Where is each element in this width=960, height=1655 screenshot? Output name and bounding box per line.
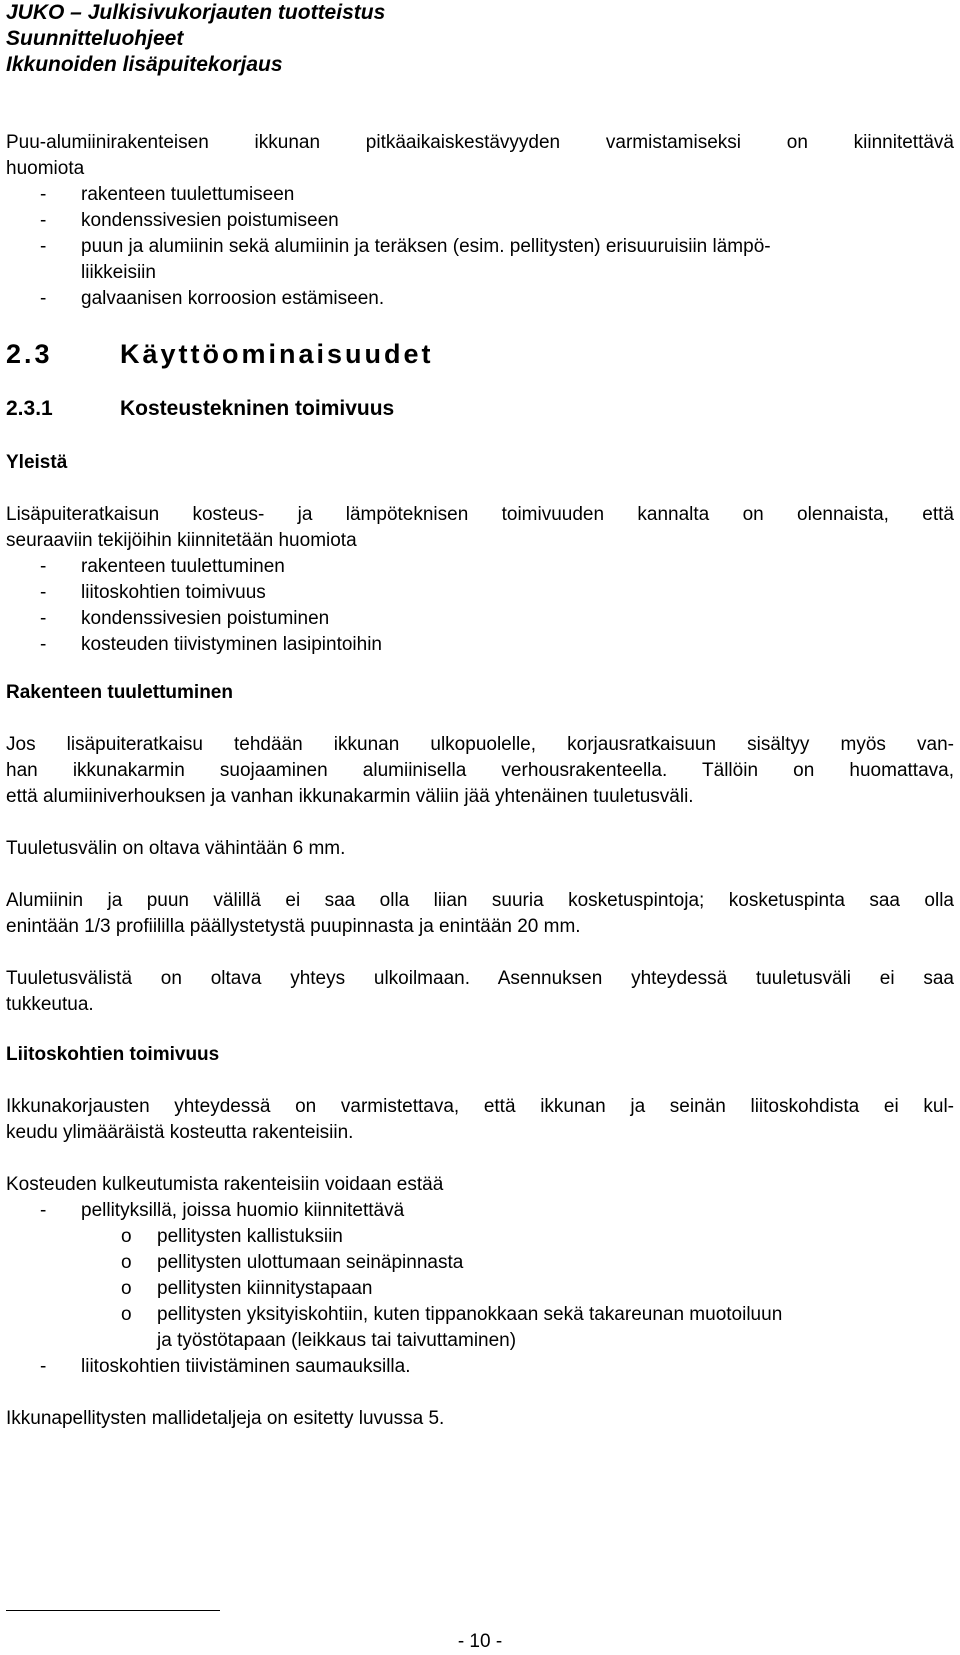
liitos-p1-line-1: Ikkunakorjausten yhteydessä on varmistettava, että ikkunan ja seinän liitoskohdista ei kul- xyxy=(6,1096,954,1117)
heading-rakenteen-tuulettuminen: Rakenteen tuulettuminen xyxy=(6,682,233,703)
bullet-dash: - xyxy=(40,582,47,603)
liitos-bullet-1: pellityksillä, joissa huomio kiinnitettävä xyxy=(81,1200,405,1221)
tuulettuminen-p1-line-2: han ikkunakarmin suojaaminen alumiinisella verhousrakenteella. Tällöin on huomattava, xyxy=(6,760,954,781)
liitos-p1-line-2: keudu ylimääräistä kosteutta rakenteisiin. xyxy=(6,1122,354,1143)
yleista-bullet-2: liitoskohtien toimivuus xyxy=(81,582,266,603)
subsection-heading xyxy=(6,396,395,422)
bullet-dash: - xyxy=(40,556,47,577)
sub-bullet-marker: o xyxy=(121,1304,132,1325)
bullet-dash: - xyxy=(40,1200,47,1221)
section-title: Käyttöominaisuudet xyxy=(120,339,434,369)
intro-bullet-3: puun ja alumiinin sekä alumiinin ja teräksen (esim. pellitysten) erisuuruisiin lämpö- xyxy=(81,236,771,257)
tuulettuminen-p2: Tuuletusvälin on oltava vähintään 6 mm. xyxy=(6,838,346,859)
yleista-bullet-3: kondenssivesien poistuminen xyxy=(81,608,330,629)
liitos-sub-4: pellitysten yksityiskohtiin, kuten tippanokkaan sekä takareunan muotoiluun xyxy=(157,1304,783,1325)
subsection-title: Kosteustekninen toimivuus xyxy=(120,397,395,420)
page-number: - 10 - xyxy=(457,1631,503,1652)
tuulettuminen-p4-line-2: tukkeutua. xyxy=(6,994,94,1015)
sub-bullet-marker: o xyxy=(121,1278,132,1299)
liitos-p2: Kosteuden kulkeutumista rakenteisiin voidaan estää xyxy=(6,1174,444,1195)
intro-bullet-2: kondenssivesien poistumiseen xyxy=(81,210,339,231)
tuulettuminen-p3-line-1: Alumiinin ja puun välillä ei saa olla liian suuria kosketuspintoja; kosketuspinta saa olla xyxy=(6,890,954,911)
bullet-dash: - xyxy=(40,288,47,309)
bullet-dash: - xyxy=(40,210,47,231)
intro-line-1: Puu-alumiinirakenteisen ikkunan pitkäaikaiskestävyyden varmistamiseksi on kiinnitettävä xyxy=(6,132,954,153)
liitos-sub-3: pellitysten kiinnitystapaan xyxy=(157,1278,373,1299)
tuulettuminen-p1-line-3: että alumiiniverhouksen ja vanhan ikkunakarmin väliin jää yhtenäinen tuuletusväli. xyxy=(6,786,694,807)
tuulettuminen-p1-line-1: Jos lisäpuiteratkaisu tehdään ikkunan ulkopuolelle, korjausratkaisuun sisältyy myös van- xyxy=(6,734,954,755)
subsection-number: 2.3.1 xyxy=(6,397,53,420)
liitos-bullet-2: liitoskohtien tiivistäminen saumauksilla. xyxy=(81,1356,411,1377)
header-project-title: JUKO – Julkisivukorjauten tuotteistus xyxy=(6,1,386,24)
footer-divider xyxy=(6,1610,220,1611)
liitos-p3: Ikkunapellitysten mallidetaljeja on esitetty luvussa 5. xyxy=(6,1408,445,1429)
liitos-sub-2: pellitysten ulottumaan seinäpinnasta xyxy=(157,1252,464,1273)
tuulettuminen-p3-line-2: enintään 1/3 profiililla päällystetystä puupinnasta ja enintään 20 mm. xyxy=(6,916,581,937)
sub-bullet-marker: o xyxy=(121,1252,132,1273)
yleista-para-line-2: seuraaviin tekijöihin kiinnitetään huomiota xyxy=(6,530,357,551)
intro-line-2: huomiota xyxy=(6,158,85,179)
sub-bullet-marker: o xyxy=(121,1226,132,1247)
bullet-dash: - xyxy=(40,608,47,629)
bullet-dash: - xyxy=(40,1356,47,1377)
header-topic: Ikkunoiden lisäpuitekorjaus xyxy=(6,53,283,76)
bullet-dash: - xyxy=(40,634,47,655)
yleista-bullet-4: kosteuden tiivistyminen lasipintoihin xyxy=(81,634,382,655)
heading-yleista: Yleistä xyxy=(6,452,68,473)
document-header xyxy=(6,0,385,78)
liitos-sub-1: pellitysten kallistuksiin xyxy=(157,1226,343,1247)
yleista-para-line-1: Lisäpuiteratkaisun kosteus- ja lämpöteknisen toimivuuden kannalta on olennaista, että xyxy=(6,504,954,525)
intro-bullet-3-cont: liikkeisiin xyxy=(81,262,156,283)
bullet-dash: - xyxy=(40,236,47,257)
header-subtitle: Suunnitteluohjeet xyxy=(6,27,184,50)
tuulettuminen-p4-line-1: Tuuletusvälistä on oltava yhteys ulkoilmaan. Asennuksen yhteydessä tuuletusväli ei saa xyxy=(6,968,954,989)
section-number: 2.3 xyxy=(6,339,53,369)
intro-bullet-1: rakenteen tuulettumiseen xyxy=(81,184,295,205)
intro-bullet-4: galvaanisen korroosion estämiseen. xyxy=(81,288,385,309)
yleista-bullet-1: rakenteen tuulettuminen xyxy=(81,556,285,577)
heading-liitoskohtien-toimivuus: Liitoskohtien toimivuus xyxy=(6,1044,220,1065)
section-heading xyxy=(6,338,434,370)
liitos-sub-4-cont: ja työstötapaan (leikkaus tai taivuttaminen) xyxy=(157,1330,517,1351)
bullet-dash: - xyxy=(40,184,47,205)
